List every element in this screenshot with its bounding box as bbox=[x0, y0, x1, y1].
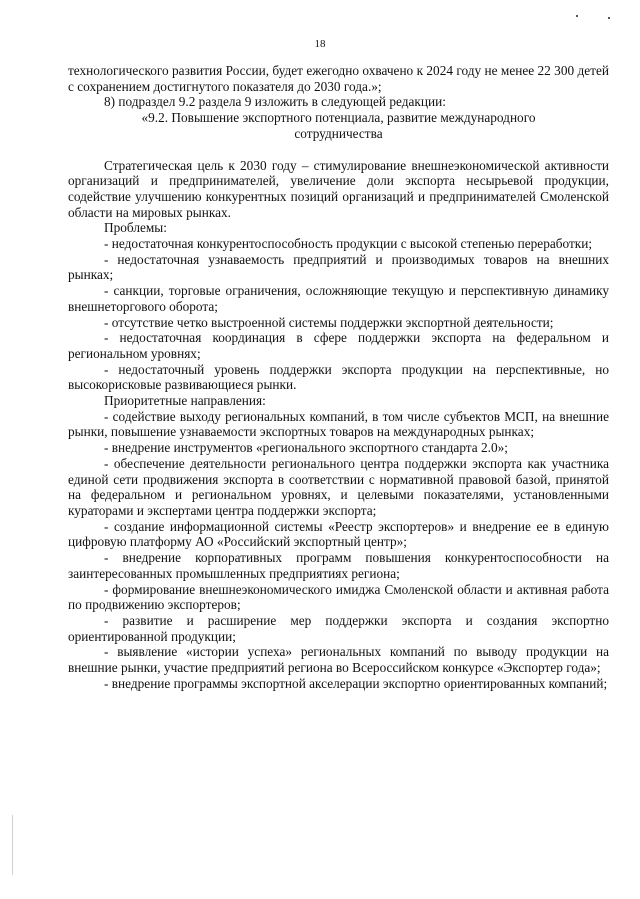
document-body bbox=[68, 63, 609, 691]
priority-item: - развитие и расширение мер поддержки экспорта и создания экспортно ориентированной продукции; bbox=[68, 612, 609, 644]
priority-item: - обеспечение деятельности регионального центра поддержки экспорта как участника единой сети продвижения экспорта в соответствии с нормативной правовой базой, принятой на федеральном и региональном уровнях, и целевыми показателями, установленными кураторами и экспертами центра поддержки экспорта; bbox=[68, 455, 609, 518]
section-heading: «9.2. Повышение экспортного потенциала, развитие международного сотрудничества bbox=[141, 110, 536, 141]
priority-item: - внедрение инструментов «регионального экспортного стандарта 2.0»; bbox=[104, 440, 508, 456]
problem-item: - недостаточный уровень поддержки экспорта продукции на перспективные, но высокорисковые развивающиеся рынки. bbox=[68, 361, 609, 393]
problem-item: - недостаточная конкурентоспособность продукции с высокой степенью переработки; bbox=[104, 236, 593, 252]
page-number: 18 bbox=[314, 38, 326, 50]
paragraph-continuation: технологического развития России, будет ежегодно охвачено к 2024 году не менее 22 300 детей с сохранением достигнутого показателя до 2030 года.»; bbox=[68, 63, 609, 94]
scan-speck bbox=[608, 17, 610, 19]
priority-item: - содействие выходу региональных компаний, в том числе субъектов МСП, на внешние рынки, повышение узнаваемости экспортных товаров на международных рынках; bbox=[68, 408, 609, 440]
priorities-heading: Приоритетные направления: bbox=[104, 393, 266, 409]
problem-item: - недостаточная координация в сфере поддержки экспорта на федеральном и региональном уровнях; bbox=[68, 330, 609, 361]
priority-item: - внедрение корпоративных программ повышения конкурентоспособности на заинтересованных промышленных предприятиях региона; bbox=[68, 550, 609, 581]
priority-item: - выявление «истории успеха» региональных компаний по выводу продукции на внешние рынки, участие предприятий региона во Всероссийском конкурсе «Экспортер года»; bbox=[68, 644, 609, 676]
scan-speck bbox=[576, 15, 578, 17]
scan-margin-line bbox=[12, 815, 13, 875]
priority-item: - создание информационной системы «Реестр экспортеров» и внедрение ее в единую цифровую платформу АО «Российский экспортный центр»; bbox=[68, 518, 609, 550]
problem-item: - санкции, торговые ограничения, осложняющие текущую и перспективную динамику внешнеторгового оборота; bbox=[68, 283, 609, 314]
paragraph-strategic-goal: Стратегическая цель к 2030 году – стимулирование внешнеэкономической активности организаций и предпринимателей, увеличение доли экспорта несырьевой продукции, содействие улучшению конкурентных позиций организаций и предпринимателей Смоленской области на мировых рынках. bbox=[68, 157, 609, 220]
priority-item: - внедрение программы экспортной акселерации экспортно ориентированных компаний; bbox=[104, 675, 608, 691]
problem-item: - недостаточная узнаваемость предприятий и производимых товаров на внешних рынках; bbox=[68, 251, 609, 283]
problem-item: - отсутствие четко выстроенной системы поддержки экспортной деятельности; bbox=[104, 314, 554, 330]
paragraph-amendment-instruction: 8) подраздел 9.2 раздела 9 изложить в следующей редакции: bbox=[104, 94, 446, 110]
problems-heading: Проблемы: bbox=[104, 220, 167, 236]
priority-item: - формирование внешнеэкономического имиджа Смоленской области и активная работа по продвижению экспортеров; bbox=[68, 581, 609, 613]
